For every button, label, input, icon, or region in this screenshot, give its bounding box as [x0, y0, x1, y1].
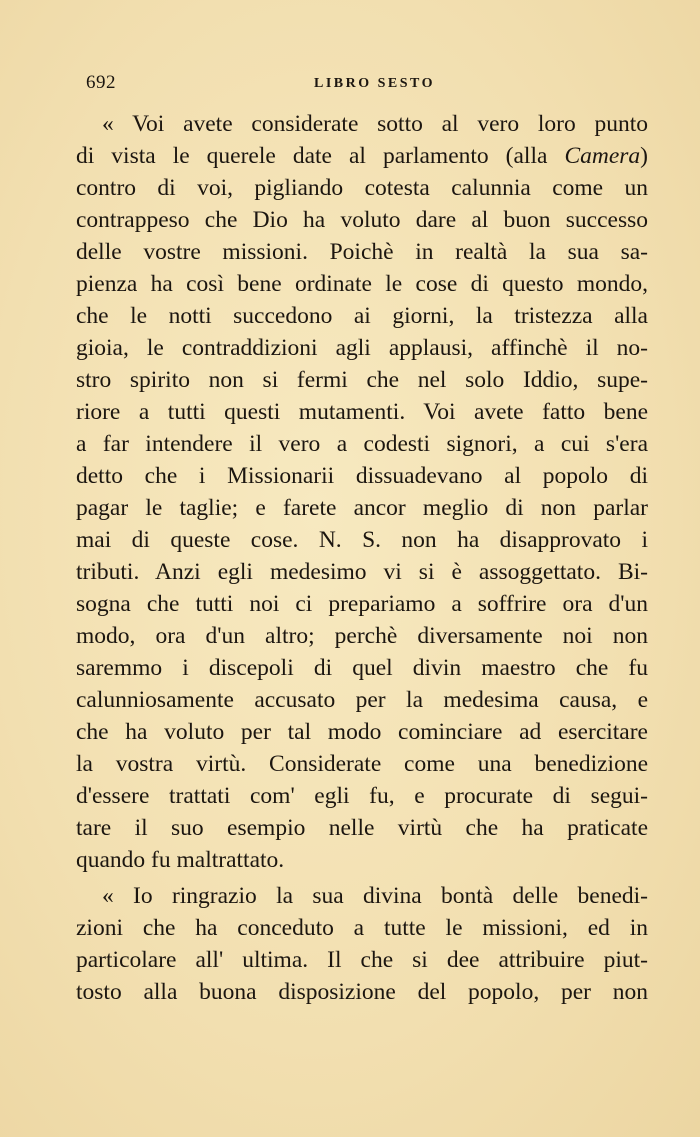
- text-line: « Voi avete considerate sotto al vero loro punto: [102, 111, 648, 137]
- running-head: LIBRO SESTO: [314, 76, 436, 91]
- page-header: [86, 72, 646, 102]
- text-line: delle vostre missioni. Poichè in realtà la sua sa-: [76, 239, 648, 265]
- text-line: pagar le taglie; e farete ancor meglio di non parlar: [76, 495, 648, 521]
- text-line: modo, ora d'un altro; perchè diversamente noi non: [76, 623, 648, 649]
- text-line: « Io ringrazio la sua divina bontà delle benedi-: [102, 883, 648, 909]
- text-line-segment: ): [640, 143, 648, 169]
- text-line: tributi. Anzi egli medesimo vi si è assoggettato. Bi-: [76, 559, 648, 585]
- text-line: gioia, le contraddizioni agli applausi, affinchè il no-: [76, 335, 648, 361]
- text-line: contrappeso che Dio ha voluto dare al buon successo: [76, 207, 648, 233]
- text-line: la vostra virtù. Considerate come una benedizione: [76, 751, 648, 777]
- text-line-segment: di vista le querele date al parlamento (alla: [76, 143, 565, 169]
- text-line: che le notti succedono ai giorni, la tristezza alla: [76, 303, 648, 329]
- text-line-with-italic: [76, 140, 648, 172]
- text-line: mai di queste cose. N. S. non ha disapprovato i: [76, 527, 648, 553]
- text-line: sogna che tutti noi ci prepariamo a soffrire ora d'un: [76, 591, 648, 617]
- text-line: a far intendere il vero a codesti signori, a cui s'era: [76, 431, 648, 457]
- text-line: contro di voi, pigliando cotesta calunnia come un: [76, 175, 648, 201]
- text-line: particolare all' ultima. Il che si dee attribuire piut-: [76, 947, 648, 973]
- text-line: d'essere trattati com' egli fu, e procurate di segui-: [76, 783, 648, 809]
- text-line: quando fu maltrattato.: [76, 847, 285, 873]
- text-line: stro spirito non si fermi che nel solo Iddio, supe-: [76, 367, 648, 393]
- text-line: tosto alla buona disposizione del popolo, per non: [76, 979, 648, 1005]
- text-line: saremmo i discepoli di quel divin maestro che fu: [76, 655, 648, 681]
- text-line: calunniosamente accusato per la medesima causa, e: [76, 687, 648, 713]
- text-line: pienza ha così bene ordinate le cose di questo mondo,: [76, 271, 648, 297]
- text-line: che ha voluto per tal modo cominciare ad esercitare: [76, 719, 648, 745]
- italic-word-camera: Camera: [564, 143, 641, 169]
- text-line: riore a tutti questi mutamenti. Voi avete fatto bene: [76, 399, 648, 425]
- body-text: [76, 108, 648, 1008]
- text-line: detto che i Missionarii dissuadevano al popolo di: [76, 463, 648, 489]
- text-line: zioni che ha conceduto a tutte le missioni, ed in: [76, 915, 648, 941]
- text-line: tare il suo esempio nelle virtù che ha praticate: [76, 815, 648, 841]
- page-number: 692: [86, 72, 116, 93]
